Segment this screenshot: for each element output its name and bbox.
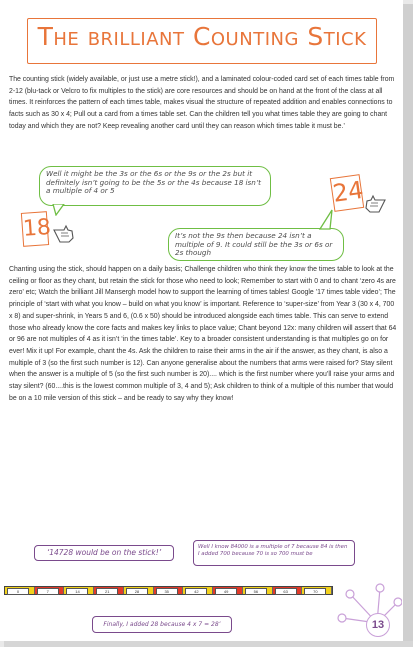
stick-segment	[243, 587, 273, 594]
stick-label: 0	[7, 588, 29, 595]
stick-label: 7	[37, 588, 59, 595]
stick-label: 49	[215, 588, 237, 595]
stick-segment	[183, 587, 213, 594]
stick-segment	[64, 587, 94, 594]
body-paragraph: Chanting using the stick, should happen on a daily basis; Challenge children who think they know the times table to look at the ceiling or floor as they chant, but retain the stick for those who need to look; Remember to start with 0 and to chant ‘zero 4s are zero’ etc; Watch the brilliant Jill Mansergh model how to support the learning of times tables! Google ’17 times table video’; The principle of ‘start with what you know – build on what you know’ is important. Reference to ‘super-size’ from Year 3 (30 x 4, 700 x 8) and super-shrink, in Years 5 and 6, (0.6 x 50) should be introduced alongside each times table. This can serve to extend those who already know the core facts and makes key links to place value; Chant beyond 12x: many children will assert that 64 or 96 are not multiples of 4 as it isn’t ‘in the times table’. Key to a broader consistent understanding is that multiples go on for ever! Mix it up! For example, chant the 4s. Ask the children to raise their arms in the air if the answer, as they chant, is also a multiple of 3 (so the first such number is 12). Can anyone generalise about the numbers that arms were raised for? Stay silent when the answer is a multiple of 5 (so the first such number is 20).... which is the first number where you’ll raise your arms and stay silent? (60....this is the lowest common multiple of 3, 4 and 5); Ask children to think of a multiple of this number that would be on a 10 mile version of this stick – and be ready to say why they know!	[9, 266, 397, 402]
stick-segment	[302, 587, 332, 594]
pointing-hand-icon	[52, 222, 76, 244]
stick-label: 56	[245, 588, 267, 595]
stick-segment	[94, 587, 124, 594]
number-card-24: 24	[330, 174, 364, 212]
speech-bubble-tail	[318, 209, 334, 230]
stick-segment	[5, 587, 35, 594]
number-card-18: 18	[21, 211, 49, 247]
page-title: The brilliant Counting Stick	[37, 22, 367, 51]
note-stick-claim: ‘14728 would be on the stick!’	[34, 545, 174, 561]
stick-label: 63	[275, 588, 297, 595]
page-number: 13	[366, 613, 390, 637]
stick-label: 21	[96, 588, 118, 595]
stick-label: 28	[126, 588, 148, 595]
intro-paragraph: The counting stick (widely available, or just use a metre stick!), and a laminated colour-coded card set of each times table from 2-12 (blu-tack or Velcro to fix multiples to the stick) are core resources and should be on hand at the front of the class at all times. It reinforces the pattern of each times table, makes visual the structure of repeated addition and enables connections to facts such as 30 x 4; Pull out a card from a times table set. Can the children tell you what times table they are going to chant today and which they are not? Keep revealing another card until they can reason which times table it must be.’	[9, 76, 395, 130]
stick-label: 42	[185, 588, 207, 595]
pointing-hand-icon	[363, 192, 387, 214]
note-final: Finally, I added 28 because 4 x 7 = 28’	[92, 616, 232, 633]
stick-segment	[35, 587, 65, 594]
speech-bubble-tail	[52, 204, 66, 216]
speech-bubble-first-guess: Well it might be the 3s or the 6s or the 9s or the 2s but it definitely isn’t going to be the 5s or the 4s because 18 isn’t a multiple of 4 or 5	[39, 166, 271, 206]
page-shadow-bottom	[4, 641, 413, 647]
stick-segment	[154, 587, 184, 594]
stick-segment	[273, 587, 303, 594]
stick-segment	[213, 587, 243, 594]
counting-stick	[4, 586, 333, 595]
page-shadow-right	[403, 4, 413, 647]
note-reasoning: Well I know 84000 is a multiple of 7 because 84 is then I added 700 because 70 is so 700 must be	[193, 540, 355, 566]
stick-label: 35	[156, 588, 178, 595]
stick-label: 14	[66, 588, 88, 595]
speech-bubble-second-guess: It’s not the 9s then because 24 isn’t a multiple of 9. It could still be the 3s or 6s or 2s though	[168, 228, 344, 261]
stick-segment	[124, 587, 154, 594]
stick-label: 70	[304, 588, 326, 595]
